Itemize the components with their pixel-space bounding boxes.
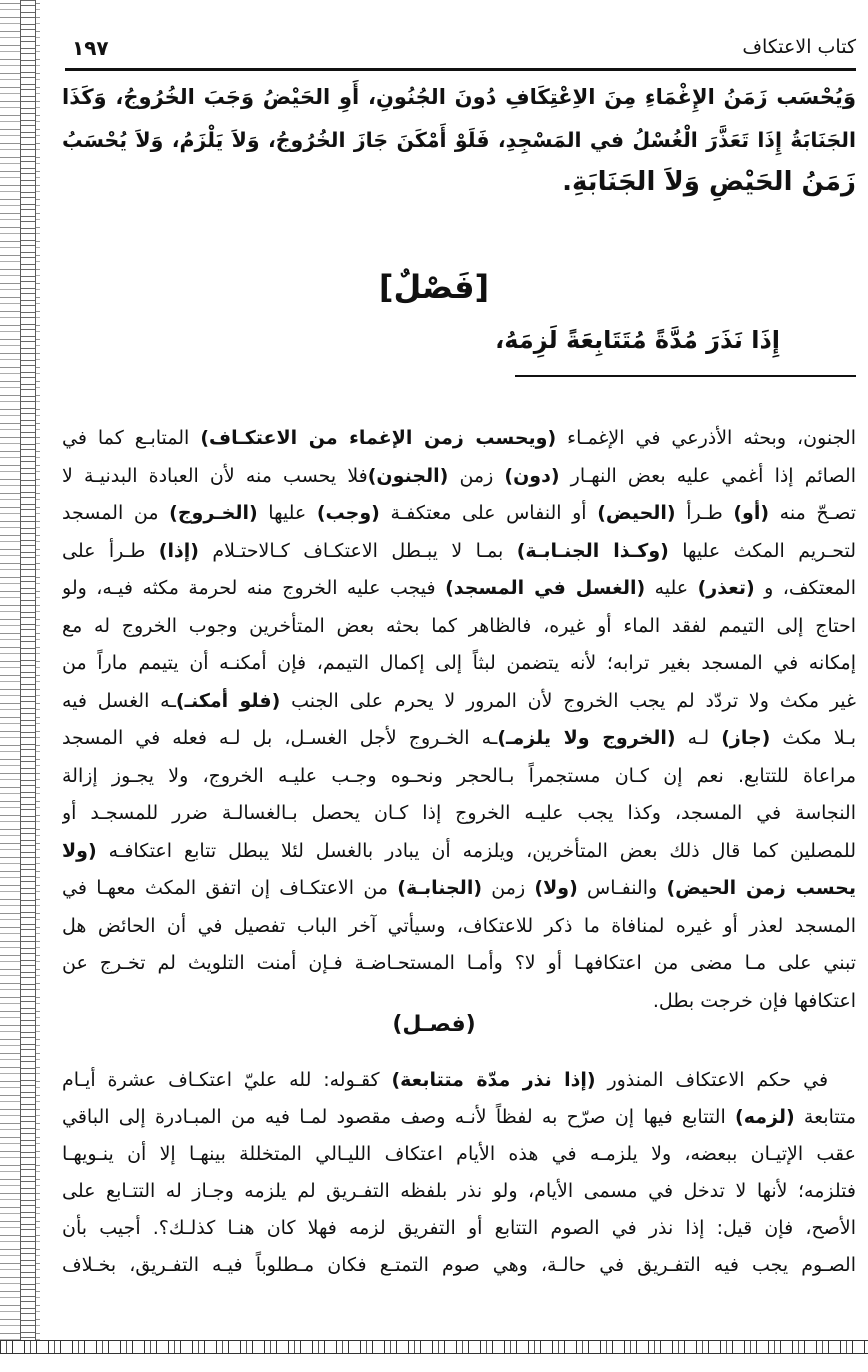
commentary-segment: غير مكث ولا تردّد لم يجب الخروج لأن المرور لا يحرم على الجنب bbox=[280, 689, 856, 712]
commentary-section-heading: (فصـل) bbox=[392, 1012, 476, 1037]
commentary-segment: النجاسة في المسجد، وكذا يجب عليـه الخروج إذا كـان يحصل بـالغسالـة ضرر للمسجـد أو bbox=[62, 802, 856, 824]
commentary-segment: الصـوم يجب فيه التفـريق في حالـة، وهي صوم التمتـع فكان مـطلوباً فيـه التفـريق، بخـلاف bbox=[62, 1254, 856, 1276]
main-text-line: زَمَنُ الحَيْضِ وَلاَ الجَنَابَةِ. bbox=[562, 167, 856, 197]
commentary-segment: والنفـاس bbox=[577, 877, 667, 899]
commentary-segment: التتابع فيها إن صرّح به لفظاً لأنـه وصف مقصود لمـا فيه من المبـادرة إلى الباقي bbox=[62, 1106, 736, 1128]
decorative-left-border bbox=[0, 0, 40, 1352]
commentary-line bbox=[62, 1210, 856, 1246]
commentary-segment: فلا يحسب منه لأن العبادة البدنيـة لا bbox=[62, 464, 368, 487]
bold-matn-quote: (الخروج ولا يلزمـ) bbox=[497, 727, 676, 749]
commentary-line bbox=[62, 720, 856, 756]
bold-matn-quote: (أو) bbox=[733, 502, 770, 524]
bold-matn-quote: (الجنابـة) bbox=[397, 877, 483, 899]
commentary-line bbox=[62, 1173, 856, 1209]
commentary-line bbox=[62, 420, 856, 456]
commentary-line bbox=[62, 1099, 856, 1135]
commentary-segment: ـه الغسل فيه bbox=[62, 689, 176, 712]
commentary-line bbox=[62, 645, 856, 681]
bold-matn-quote: (وكـذا الجنـابـة) bbox=[516, 539, 669, 562]
commentary-segment: زمن bbox=[448, 464, 505, 487]
bold-matn-quote: (ولا bbox=[62, 839, 97, 862]
commentary-line bbox=[62, 495, 856, 531]
commentary-segment: احتاج إلى التيمم لفقد الماء أو غيره، فالظاهر كما بحثه بعض المتأخرين وجوب الخروج له مع bbox=[62, 614, 856, 637]
commentary-segment: تصـحّ منه bbox=[769, 502, 856, 524]
commentary-line bbox=[62, 458, 856, 494]
commentary-segment: بـلا مكث bbox=[770, 727, 856, 749]
bold-matn-quote: (فلو أمكنـ) bbox=[175, 689, 281, 712]
bold-matn-quote: يحسب زمن الحيض) bbox=[666, 877, 856, 899]
commentary-segment: إمكانه في المسجد بغير ترابه؛ لأنه يتضمن لبثاً إلى إكمال التيمم، فإن أمكنـه أن يتيمم ماراً من bbox=[62, 652, 856, 674]
commentary-line bbox=[62, 1062, 828, 1098]
commentary-segment: ـه الخـروج لأجل الغسـل، بل لـه فعله في المسجد bbox=[62, 727, 498, 749]
bold-matn-quote: (إذا) bbox=[158, 539, 199, 562]
commentary-segment: المسجد لعذر أو غيره لمنافاة ما ذكر للاعتكاف، وسيأتي آخر الباب تفصيل في أن الحائض هل bbox=[62, 914, 856, 937]
bold-matn-quote: (إذا نذر مدّة متتابعة) bbox=[391, 1069, 596, 1091]
commentary-segment: عقب الإتيـان ببعضه، ولا يلزمـه في هذه الأيام اعتكاف الليـالي المتخللة بينهـا إلا أن ينـويهـا bbox=[62, 1143, 856, 1165]
commentary-segment: فتلزمه؛ لأنها لا تدخل في مسمى الأيام، ولو نذر بلفظه التفـريق لم يلزمه وجـاز له التتـابع على bbox=[62, 1180, 856, 1202]
commentary-segment: عليه bbox=[645, 577, 698, 599]
commentary-line bbox=[62, 1247, 856, 1283]
header-rule bbox=[65, 68, 856, 71]
commentary-segment: من الاعتكـاف إن اتفق المكث معهـا في bbox=[62, 877, 398, 899]
bold-matn-quote: (ولا) bbox=[534, 877, 578, 899]
bold-matn-quote: (دون) bbox=[504, 464, 560, 487]
commentary-segment: طـرأ على bbox=[62, 539, 159, 562]
commentary-segment: مراعاة للتتابع. نعم إن كـان مستجمراً بـالحجر ونحـوه وجـب عليـه الخروج، ولا يجـوز إزالة bbox=[62, 764, 856, 787]
commentary-line bbox=[62, 1136, 856, 1172]
commentary-segment: لـه bbox=[675, 727, 722, 749]
commentary-line bbox=[62, 833, 856, 869]
commentary-segment: فيجب عليه الخروج منه لحرمة مكثه فيـه، ولو bbox=[62, 577, 446, 599]
commentary-segment: بمـا لا يبـطل الاعتكـاف كـالاحتـلام bbox=[198, 539, 517, 562]
bold-matn-quote: (الحيض) bbox=[597, 502, 676, 524]
commentary-segment: المعتكف، و bbox=[754, 577, 856, 599]
bold-matn-quote: (ويحسب زمن الإغماء من الاعتكـاف) bbox=[200, 427, 557, 449]
decorative-bottom-border bbox=[0, 1340, 868, 1354]
commentary-segment: زمن bbox=[482, 877, 535, 899]
commentary-line bbox=[62, 870, 856, 906]
commentary-line bbox=[62, 608, 856, 644]
commentary-segment: الجنون، وبحثه الأذرعي في الإغمـاء bbox=[556, 427, 856, 449]
commentary-segment: تبني على مـا مضى من اعتكافهـا أو لا؟ وأمـا المستحـاضـة فـإن أمنت التلويث لم تخـرج عن bbox=[62, 952, 856, 974]
bold-matn-quote: (الغسل في المسجد) bbox=[445, 577, 646, 599]
bold-matn-quote: (جاز) bbox=[721, 727, 771, 749]
main-text-section-line: إِذَا نَذَرَ مُدَّةً مُتَتَابِعَةً لَزِمَهُ، bbox=[495, 326, 780, 354]
commentary-segment: أو النفاس على معتكفـة bbox=[379, 502, 598, 524]
commentary-segment: عليها bbox=[257, 502, 317, 524]
commentary-line bbox=[62, 908, 856, 944]
bold-matn-quote: (الخـروج) bbox=[169, 502, 258, 524]
commentary-segment: المتابـع كما في bbox=[62, 427, 201, 449]
bold-matn-quote: (الجنون) bbox=[367, 464, 449, 487]
commentary-segment: اعتكافها فإن خرجت بطل. bbox=[652, 989, 856, 1012]
commentary-line bbox=[62, 795, 856, 831]
bold-matn-quote: (لزمه) bbox=[735, 1106, 795, 1128]
commentary-segment: متتابعة bbox=[794, 1106, 856, 1128]
commentary-segment: في حكم الاعتكاف المنذور bbox=[595, 1069, 828, 1091]
commentary-segment: من المسجد bbox=[62, 502, 170, 524]
main-text-line: وَيُحْسَب زَمَنُ الإِغْمَاءِ مِنَ الاِعْتِكَافِ دُونَ الجُنُونِ، أَوِ الحَيْضُ وَجَبَ الخُرُوجُ، وَكَذَا bbox=[62, 85, 856, 109]
commentary-segment: الصائم إذا أغمي عليه بعض النهـار bbox=[559, 464, 856, 487]
page-number: ١٩٧ bbox=[72, 36, 109, 60]
bold-matn-quote: (وجب) bbox=[316, 502, 380, 524]
commentary-segment: الأصح، فإن قيل: إذا نذر في الصوم التتابع أو التفريق لزمه فهلا كان هنـا كذلـك؟. أجيب بأن bbox=[62, 1217, 856, 1239]
commentary-segment: لتحـريم المكث عليها bbox=[668, 539, 856, 562]
commentary-segment: كقـوله: لله عليّ اعتكـاف عشرة أيـام bbox=[62, 1069, 392, 1091]
commentary-line bbox=[62, 945, 856, 981]
commentary-line bbox=[62, 533, 856, 569]
commentary-line bbox=[62, 570, 856, 606]
commentary-line bbox=[62, 683, 856, 719]
section-heading: [فَصْلٌ] bbox=[378, 268, 490, 306]
separator-rule bbox=[515, 375, 856, 377]
commentary-segment: للمصلين كما قال ذلك بعض المتأخرين، ويلزمه أن يبادر بالغسل لئلا يبطل تتابع اعتكافـه bbox=[96, 839, 856, 862]
commentary-segment: طـرأ bbox=[675, 502, 734, 524]
bold-matn-quote: (تعذر) bbox=[697, 577, 755, 599]
running-header-title: كتاب الاعتكاف bbox=[742, 36, 856, 58]
commentary-line bbox=[62, 758, 856, 794]
main-text-line: الجَنَابَةُ إِذَا تَعَذَّرَ الْغُسْلُ في المَسْجِدِ، فَلَوْ أَمْكَنَ جَازَ الخُرُوجُ، وَلاَ يَلْزَمُ، وَلاَ يُحْسَبُ bbox=[62, 128, 856, 152]
